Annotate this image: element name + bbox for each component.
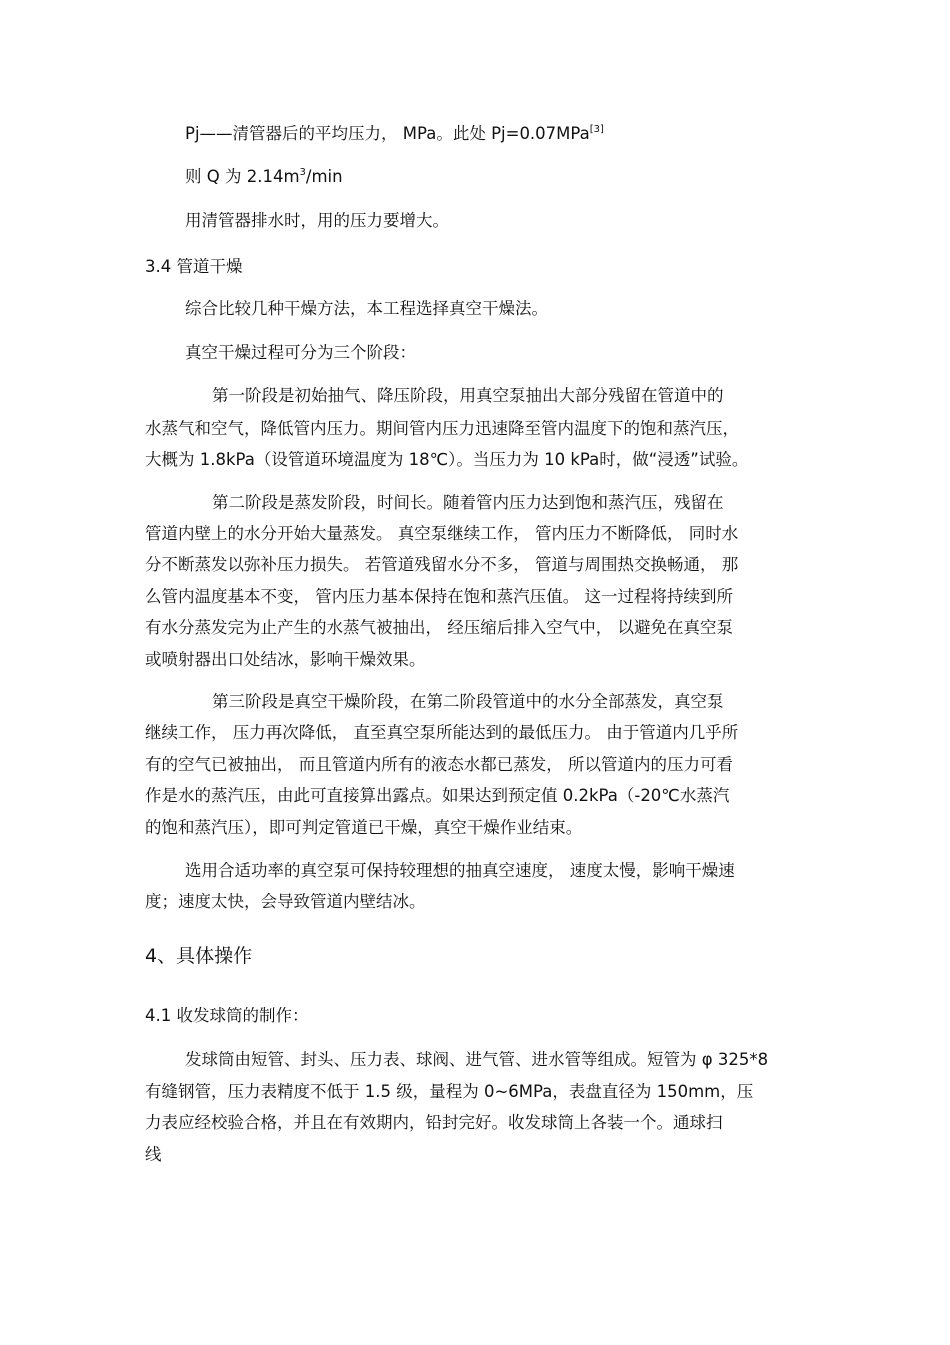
text-line: 第二阶段是蒸发阶段，时间长。随着管内压力达到饱和蒸汽压，残留在 xyxy=(212,493,724,512)
text-line: 第一阶段是初始抽气、降压阶段，用真空泵抽出大部分残留在管道中的 xyxy=(212,386,724,405)
text-line: 发球筒由短管、封头、压力表、球阀、进气管、进水管等组成。短管为 φ 325*8 xyxy=(185,1050,769,1069)
text-line: 水蒸气和空气，降低管内压力。期间管内压力迅速降至管内温度下的饱和蒸汽压， xyxy=(145,419,739,438)
text-q-value: 则 Q 为 2.14m xyxy=(185,167,300,186)
text-flow-unit: /min xyxy=(305,167,343,186)
citation-reference: [3] xyxy=(589,124,604,135)
text-line: 用清管器排水时，用的压力要增大。 xyxy=(185,211,449,230)
text-line: 真空干燥过程可分为三个阶段： xyxy=(185,343,416,362)
text-line: 分不断蒸发以弥补压力损失。 若管道残留水分不多， 管道与周围热交换畅通， 那 xyxy=(145,555,739,574)
text-pj-definition: Pj——清管器后的平均压力， MPa。此处 Pj=0.07MPa xyxy=(185,124,590,143)
subsection-heading-4-1: 4.1 收发球筒的制作： xyxy=(145,1006,309,1025)
text-line: 或喷射器出口处结冰，影响干燥效果。 xyxy=(145,650,426,669)
section-heading-3-4: 3.4 管道干燥 xyxy=(145,257,243,276)
text-line: 作是水的蒸汽压，由此可直接算出露点。如果达到预定值 0.2kPa（-20℃水蒸汽 xyxy=(145,786,730,805)
cubic-superscript: 3 xyxy=(299,167,306,178)
text-line: 管道内壁上的水分开始大量蒸发。 真空泵继续工作， 管内压力不断降低， 同时水 xyxy=(145,524,739,543)
text-line: 大概为 1.8kPa（设管道环境温度为 18℃）。当压力为 10 kPa时，做“浸透”试验。 xyxy=(145,450,749,469)
text-line: 线 xyxy=(145,1145,162,1164)
text-line: 选用合适功率的真空泵可保持较理想的抽真空速度， 速度太慢，影响干燥速 xyxy=(185,861,735,880)
text-line: 的饱和蒸汽压），即可判定管道已干燥，真空干燥作业结束。 xyxy=(145,818,583,837)
text-line: 继续工作， 压力再次降低， 直至真空泵所能达到的最低压力。 由于管道内几乎所 xyxy=(145,723,739,742)
text-line-q-value xyxy=(185,166,343,188)
text-line: 有水分蒸发完为止产生的水蒸气被抽出， 经压缩后排入空气中， 以避免在真空泵 xyxy=(145,618,733,637)
text-line: 有的空气已被抽出， 而且管道内所有的液态水都已蒸发， 所以管道内的压力可看 xyxy=(145,755,733,774)
text-line: 度；速度太快，会导致管道内壁结冰。 xyxy=(145,892,426,911)
text-line: 力表应经校验合格，并且在有效期内，铅封完好。收发球筒上各装一个。通球扫 xyxy=(145,1113,723,1132)
text-line: 综合比较几种干燥方法，本工程选择真空干燥法。 xyxy=(185,299,548,318)
text-line: 第三阶段是真空干燥阶段，在第二阶段管道中的水分全部蒸发，真空泵 xyxy=(212,692,724,711)
text-line: 么管内温度基本不变， 管内压力基本保持在饱和蒸汽压值。 这一过程将持续到所 xyxy=(145,587,733,606)
text-line-pj-definition xyxy=(185,123,604,145)
text-line: 有缝钢管，压力表精度不低于 1.5 级，量程为 0~6MPa，表盘直径为 150mm，压 xyxy=(145,1082,754,1101)
section-heading-4: 4、具体操作 xyxy=(145,945,253,967)
